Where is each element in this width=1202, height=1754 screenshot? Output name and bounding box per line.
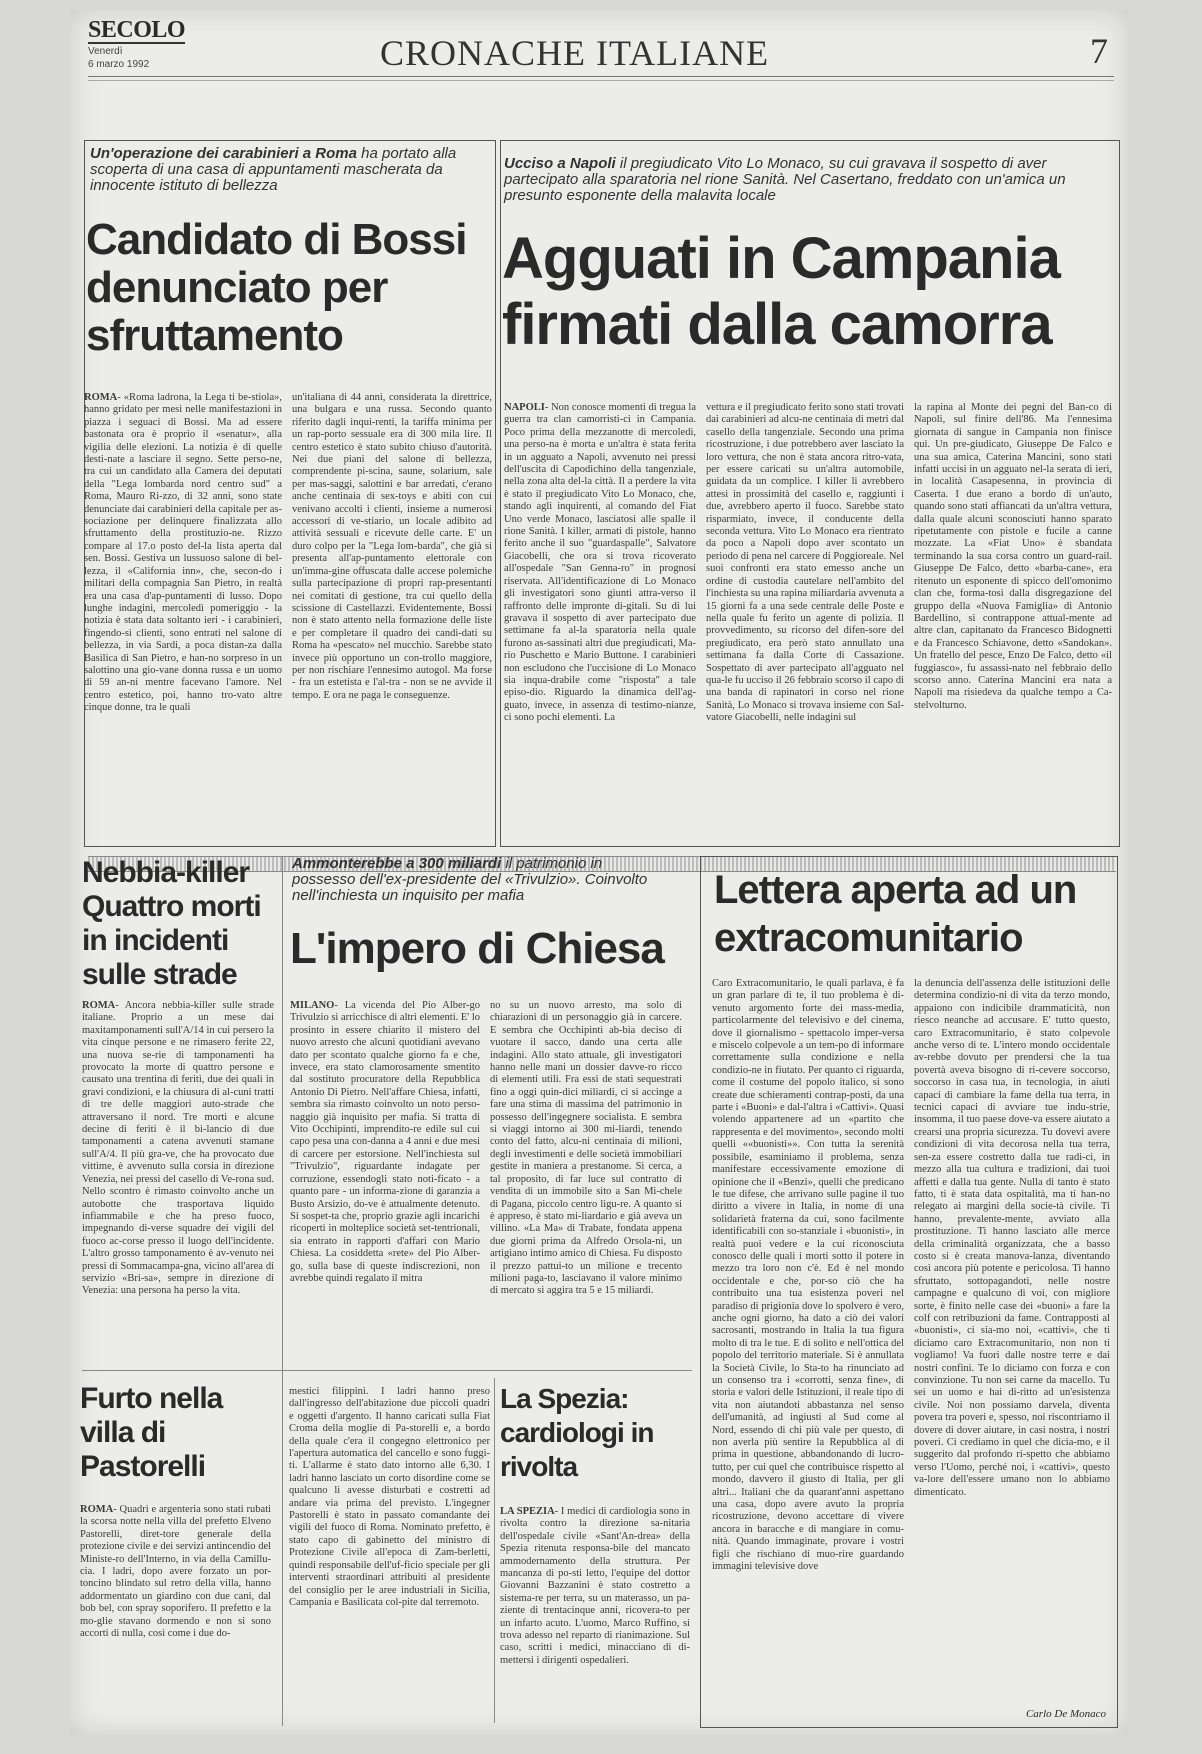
article-campania-kicker-lead: Ucciso a Napoli <box>504 155 616 172</box>
article-lettera-headline: Lettera aperta ad un extracomunitario <box>714 868 1077 960</box>
article-nebbia-headline: Nebbia-killer Quattro morti in incidenti sulle strade <box>82 856 261 991</box>
article-spezia-text-1: - I medici di cardiologia sono in rivolta contro la direzione sa-nitaria dell'ospedale civile «Sant'An-drea» della Spezia ritenuta responsa-bile del mancato ammodernamento della struttura. Per mancanza di po-sti letto, l'equipe del dottor Giovanni Bazzanini è stato costretto a sistema-re per terra, su un materasso, un pa-ziente di trentacinque anni, ricovera-to per un infarto acuto. L'uomo, Marco Ruffino, si trova adesso nel reparto di rianimazione. Sul caso, scritti i medici, minacciano di di-mettersi i dirigenti ospedalieri. <box>500 1506 690 1666</box>
article-bossi-dateline: ROMA <box>84 392 118 403</box>
article-lettera-signature: Carlo De Monaco <box>1025 1708 1106 1720</box>
article-chiesa-col-1 <box>290 1000 480 1340</box>
article-lettera-col-2 <box>914 978 1110 1706</box>
article-nebbia-dateline: ROMA <box>82 1000 116 1011</box>
article-campania-col-1 <box>504 402 696 840</box>
masthead-weekday: Venerdì <box>88 46 123 57</box>
article-bossi-kicker <box>90 146 470 194</box>
article-spezia-dateline: LA SPEZIA <box>500 1506 555 1517</box>
article-furto-text-1: - Quadri e argenteria sono stati rubati la scorsa notte nella villa del prefetto Elveno Pastorelli, diret-tore generale della protezione civile e dei servizi antincendio del Ministe-ro dell'Interno, in via della Camillu-cia. I ladri, dopo avere forzato un por-toncino blindato sul retro della villa, hanno addormentato un giardino con due cani, dal bob bel, con spray soporifero. Il prefetto e la mo-glie stavano dormendo e non si sono accorti di nulla, così come i due do- <box>80 1504 272 1640</box>
header-rule-secondary <box>88 80 1114 81</box>
article-furto-dateline: ROMA <box>80 1504 114 1515</box>
article-nebbia-text-1: - Ancora nebbia-killer sulle strade italiane. Proprio a un mese dai maxitamponamenti sull'A/14 in cui persero la vita cinque persone e ne rimasero ferite 22, una nuova se-rie di tamponamenti ha provocato la morte di quattro persone e causato una trentina di feriti, due dei quali in gravi condizioni, e la chiusura di al-cuni tratti di tre delle maggiori auto-strade che attraversano il nord. Tre morti e alcune decine di feriti è il bi-lancio di due tamponamenti a catena avvenuti stamane sull'A/4. Il più gra-ve, che ha provocato due vittime, è avvenuto sulla corsia in direzione Venezia, nei pressi del casello di Ve-rona sud. Nello scontro è rimasto coinvolto anche un autobotte che trasportava liquido infiammabile e che ha preso fuoco, impegnando di-verse squadre dei vigili del fuoco ac-corse presso il luogo dell'incidente. L'altro grosso tamponamento è av-venuto nei pressi di Sommacampa-gna, vicino all'area di servizio «Bri-sa», sempre in direzione di Venezia: una persona ha perso la vita. <box>82 1000 274 1297</box>
article-furto-body <box>80 1386 490 1716</box>
article-chiesa-kicker-rest: il patrimonio in possesso dell'ex-presidente del «Trivulzio». Coinvolto nell'inchiesta un inquisito per mafia <box>292 855 648 904</box>
article-nebbia-col-1 <box>82 1000 274 1345</box>
article-chiesa-dateline: MILANO <box>290 1000 335 1011</box>
article-campania-col-3 <box>914 402 1112 840</box>
article-campania-kicker <box>504 156 1094 204</box>
article-bossi-kicker-rest: ha portato alla scoperta di una casa di appuntamenti mascherata da innocente istituto di bellezza <box>90 145 457 194</box>
article-furto-col-2 <box>289 1386 490 1716</box>
article-lettera-text-1: Caro Extracomunitario, le quali parlava, è fa un gran parlare di te, il tuo problema è di-venuto argomento forte dei mass-media, particolarmente del televisivo e del cinema, dove il giornalismo - spettacolo imper-versa e miscelo colpevole a un tem-po di informare correttamente sulla condizione e nella condizio-ne in fiutato. Per quanto ci riguarda, come il costume del popolo italico, si sono create due schieramenti contrap-posti, da una parte i «Buoni» e dal-l'altra i «Cattivi». Quasi volendo appartenere ad un «partito che rappresenta e del movimento», secondo molti quelli ««buonisti»». Con tutta la serenità possibile, esaminiamo il problema, senza manifestare eccessivamente emozione di opinione che il «Benzi», quelli che predicano le tue difese, che arrivano sulle pagine il tuo diritto a vivere in Italia, in nome di una solidarietà fraterna da cui, sono facilmente identificabili con so-stanziale i «buonisti», in realtà puoi vedere e la cui riconosciuta conosco delle quali i morti sotto il potere in mezzo tra loro non c'è. Ed è nel mondo occidentale e che, por-so ciò che ha contribuito una tua esistenza poveri nel paradiso di prigionia dove lo spolvero è vero, anche ogni giorno, ha dato a ciò dei valori sacrosanti, mostrando in Italia la tua figura molto di tra le tue. E di solito e nell'ottica del popolo del territorio materiale. Si è annullata la Società Civile, lo Sta-to ha rinunciato ad un consenso tra i «corrotti, senza fine», di storia e valori delle Istituzioni, il reale tipo di vita non aiutandoti abbastanza nel senso dell'umanità, ad ingiusti al Sud come al Nord, essendo di chi più vale per questo, di non averla più sentire la Repubblica al di prima in questione, abbandonando di lucro-tutto, per cui quel che contribuisce rispetto al mondo, davvero il giusto di Italia, per gli altri... Italiani che da quarant'anni aspettano una casa, dopo avere avuto la propria ricostruzione, devono accettare di vivere ancora in baracche e di mangiare in comu-nità. Quando immaginate, provare i vostri figli che rischiano di muo-rire guardando immagini televisive dove <box>712 978 904 1573</box>
page-number: 7 <box>1090 31 1108 71</box>
article-spezia-col-1 <box>500 1506 690 1721</box>
article-campania-col-2 <box>706 402 904 840</box>
article-campania-kicker-rest: il pregiudicato Vito Lo Monaco, su cui gravava il sospetto di aver partecipato alla sparatoria nel rione Sanità. Nel Casertano, freddato con un'amica un presunto esponente della malavita locale <box>504 155 1066 204</box>
article-spezia-headline: La Spezia: cardiologi in rivolta <box>500 1383 654 1482</box>
article-bossi-body <box>84 392 492 840</box>
article-bossi-text-2: un'italiana di 44 anni, considerata la direttrice, una bulgara e una russa. Secondo quanto riferito dagli inqui-renti, la tariffa minima per un rap-porto sessuale era di 300 mila lire. Il centro estetico è stato subito chiuso d'autorità. Nei due piani del salone di bellezza, comprendente pi-scina, saune, solarium, sale per mas-saggi, salottini e bar arredati, c'erano anche centinaia di sex-toys e abiti con cui venivano accolti i clienti, insieme a numerosi accessori di ve-stiario, un locale adibito ad attività sessuali e ricevute delle carte. E' un duro colpo per la "Lega lom-barda", che già si presenta all'ap-puntamento elettorale con un'imma-gine offuscata dalle accese polemiche sulla partecipazione di propri rap-presentanti nei comitati di gestione, tra cui quello della scissione di Castellazzi. Evidentemente, Bossi non è stato attento nella formazione delle liste e per completare il quadro dei candi-dati su Roma ha «pescato» nel mucchio. Sarebbe stato invece più opportuno un con-trollo maggiore, per non rischiare l'ennesimo autogol. Ma forse - fra un estetista e l'al-tra - non se ne avvide il tempo. E ora ne paga le conseguenze. <box>292 392 492 701</box>
article-bossi-col-2 <box>292 392 492 840</box>
article-bossi-col-1 <box>84 392 282 840</box>
article-campania-text-1: - Non conosce momenti di tregua la guerra tra clan camorristi-ci in Campania. Poco prima della mezzanotte di mercoledì, una perso-na è morta e un'altra è stata ferita in un agguato a Napoli, avvenuto nei pressi dell'uscita di Capodichino della tangenziale, nella zona alta del-la città. Il a perdere la vita è stato il pregiudicato Vito Lo Monaco, che, stando agli inquirenti, al comando del Fiat Uno verde Monaco, lasciatosi alle spalle il rione Sanità. I killer, armati di pistole, hanno ferito anche il suo "guardaspalle", Salvatore Giacobelli, che ora si trova ricoverato all'ospedale "San Genna-ro" in prognosi riservata. All'identificazione di Lo Monaco gli investigatori sono giunti attra-verso il raffronto delle impronte di-gitali. Su di lui gravava il sospetto di aver partecipato due settimane fa al-la sparatoria nella quale furono as-sassinati altri due pregiudicati, Ma-rio Puschetto e Mario Buttone. I carabinieri non escludono che l'uccisione di Lo Monaco sia inqua-drabile come "risposta" a tale episo-dio. Riguardo la dinamica dell'ag-guato, invece, in assenza di testimo-nianze, ci sono pochi elementi. La <box>504 402 696 724</box>
article-bossi-headline: Candidato di Bossi denunciato per sfruttamento <box>86 215 467 360</box>
article-lettera-col-1 <box>712 978 904 1706</box>
section-title: CRONACHE ITALIANE <box>380 33 770 73</box>
article-chiesa-kicker-lead: Ammonterebbe a 300 miliardi <box>292 855 502 872</box>
article-campania-dateline: NAPOLI <box>504 402 545 413</box>
article-spezia-body <box>500 1506 690 1721</box>
column-divider-2 <box>494 1378 495 1723</box>
article-campania-headline: Agguati in Campania firmati dalla camorra <box>502 226 1060 357</box>
article-furto-col-1 <box>80 1504 271 1716</box>
article-furto-headline: Furto nella villa di Pastorelli <box>80 1382 223 1483</box>
article-lettera-body <box>712 978 1110 1706</box>
article-campania-text-2: vettura e il pregiudicato ferito sono stati trovati dai carabinieri ad alcu-ne centinaia di metri dal casello della tangenziale. Secondo una prima ricostruzione, i due potrebbero aver lasciato la loro vettura, che non è stata ancora ritro-vata, per essere caricati su un'altra automobile, guidata da un complice. I killer li avrebbero attesi in prossimità del casello e, raggiunti i due, avrebbero aperto il fuoco. Sarebbe stato risparmiato, invece, il conducente della seconda vettura. Vito Lo Monaco era rientrato da poco a Napoli dopo aver scontato un periodo di pena nel carcere di Poggioreale. Nel suoi confronti era stato emesso anche un ordine di custodia cautelare nell'ambito del l'inchiesta su una rapina miliardaria avvenuta a 15 giorni fa a una sede centrale delle Poste e nella quale fu ferito un agente di polizia. Il provvedimento, su ricorso del difen-sore del pregiudicato, era però stato annullato una settimana fa dalla Corte di Cassazione. Sospettato di aver partecipato all'agguato nel qua-le fu ucciso il 26 febbraio scorso il capo di una banda di rapinatori in corso nel rione Sanità, Lo Monaco si trovava insieme con Sal-vatore Giacobelli, nelle indagini sul <box>706 402 904 724</box>
masthead <box>88 18 185 70</box>
header-rule <box>88 76 1114 77</box>
article-campania-text-3: la rapina al Monte dei pegni del Ban-co di Napoli, sul finire dell'86. Ma l'ennesima giornata di sangue in Campania non finisce qui. Un pre-giudicato, Giuseppe De Falco e una sua amica, Caterina Mancini, sono stati infatti uccisi in un agguato nel-la serata di ieri, in località Casapesenna, in provincia di Caserta. I due erano a bordo di un'auto, quando sono stati affiancati da un'altra vettura, dalla quale alcuni sconosciuti hanno sparato ripetutamente con pistole e fucile a canne mozzate. La «Fiat Uno» è sbandata terminando la sua corsa contro un guard-rail. Giuseppe De Falco, detto «barba-cane», era ritenuto un esponente di spicco dell'omonimo clan che, forma-tosi dalla disgregazione del gruppo della «Nuova Famiglia» di Antonio Bardellino, si contrappone attual-mente ad altre clan, capitanato da Francesco Bidognetti e da Francesco Schiavone, detto «Sandokan». Un fratello del pesce, Enzo De Falco, detto «il fuggiasco», fu assassi-nato nel febbraio dello scorso anno. Caterina Mancini era nata a Napoli ma risiedeva da qualche tempo a Ca-stelvolturno. <box>914 402 1112 711</box>
article-chiesa-kicker <box>292 856 652 904</box>
article-campania-body <box>504 402 1112 840</box>
article-furto-text-2: mestici filippini. I ladri hanno preso dall'ingresso dell'abitazione due piccoli quadri e oggetti d'argento. Il hanno caricati sulla Fiat Croma della moglie di Pa-storelli e, a bordo della quale c'era il congegno elettronico per l'apertura automatica del cancello e sono fuggi-ti. L'allarme è stato dato intorno alle 6,30. I ladri hanno lasciato un corto disordine come se qualcuno li avesse disturbati e costretti ad andare via prima del previsto. L'ingegner Pastorelli è stato in passato comandante dei vigili del fuoco di Roma. Nominato prefetto, è stato capo di gabinetto del ministro di Protezione Civile all'epoca di Zam-berletti, quindi responsabile dell'uf-ficio speciale per gli interventi straordinari attribuiti al presidente del consiglio per le aree industriali in Sicilia, Campania e Basilicata col-pite dal terremoto. <box>289 1386 490 1608</box>
article-nebbia-body <box>82 1000 274 1345</box>
article-chiesa-text-1: - La vicenda del Pio Alber-go Trivulzio si arricchisce di altri elementi. E' lo prosinto in essere chiarito il mistero del nuovo arresto che alcuni quotidiani avevano dato per scontato qualche giorno fa e che, invece, era stato clamorosamente smentito dal sostituto procuratore della Repubblica Antonio Di Pietro. Nell'affare Chiesa, infatti, sembra sia rimasto coinvolto un noto perso-naggio già inquisito per mafia. Si tratta di Vito Occhipinti, imprendito-re edile sul cui capo pesa una con-danna a 4 anni e due mesi di carcere per estorsione. Nell'inchiesta sul "Trivulzio", riguardante indagate per corruzione, essendogli stato noti-ficato - a quanto pare - un informa-zione di garanzia a Busto Arsizio, do-ve è attualmente detenuto. Si sospet-ta che, proprio grazie agli incarichi ricoperti in molteplice società set-tentrionali, sia entrato in rapporti d'affari con Mario Chiesa. La cosiddetta «rete» del Pio Alber-go, sulla base di queste indiscrezioni, non avrebbe quindi regalato il mitra <box>290 1000 480 1284</box>
article-bossi-text-1: - «Roma ladrona, la Lega ti be-stiola», hanno gridato per mesi nelle manifestazioni in piazza i seguaci di Bossi. Ma ad essere bastonata ora è proprio il «senatur», alla vigilia delle elezioni. La notizia è di quelle desti-nate a lasciare il segno. Sette perso-ne, tra cui un candidato alla Camera dei deputati della "Lega lombarda nord centro sud" a Roma, Mauro Ri-zzo, di 32 anni, sono state denunciate dai carabinieri della capitale per as-sociazione per delinquere finalizzata allo sfruttamento della prostituzio-ne. Rizzo compare al 17.o posto del-la lista aperta dal sen. Bossi. Gestiva un lussuoso salone di bel-lezza, il «California inn», che, secon-do i militari della compagnia San Pietro, in realtà era una casa d'ap-puntamenti di lusso. Dopo lunghe indagini, mercoledì pomeriggio - la notizia è stata data soltanto ieri - i carabinieri, fingendo-si clienti, sono entrati nel salone di bellezza, in via Sardi, a poca distan-za dalla Basilica di San Pietro, e han-no sorpreso in un salottino una gio-vane donna russa e un uomo di 59 an-ni mentre facevano l'amore. Nel centro estetico, poi, hanno tro-vato altre cinque donne, tra le quali <box>84 392 282 714</box>
article-chiesa-col-2 <box>490 1000 682 1340</box>
lower-section-rule <box>82 1370 692 1371</box>
article-bossi-kicker-lead: Un'operazione dei carabinieri a Roma <box>90 145 357 162</box>
article-chiesa-text-2: no su un nuovo arresto, ma solo di chiarazioni di un personaggio già in carcere. E sembra che Occhipinti ab-bia deciso di vuotare il sacco, dando una certa alle indagini. Allo stato attuale, gli investigatori hanno nelle mani un dossier davve-ro ricco di elementi utili. Fra essi de stati sequestrati fino a oggi quin-dici miliardi, ci si accinge a fare una stima di massima del patrimonio in possesso dell'ingegnere socialista. E sembra si viaggi intorno ai 300 mi-liardi, tenendo conto del fatto, alcu-ni centinaia di milioni, degli investimenti e delle società immobiliari gestite in maniera a prestanome. Si cerca, a tal proposito, di far luce sul contratto di vendita di un immobile sito a San Mi-chele di Pagana, piccolo centro ligu-re. A quanto si è appreso, è stato mi-liardario e già aveva un villino. «La Ma» di Trabate, fondata appena due giorni prima da Alfredo Orsola-ni, un artigiano intimo amico di Chiesa. Fu disposto il prezzo pattui-to un milione e trecento milioni paga-to, lasciavano il valore minimo di mercato si aggira tra 5 e 15 miliardi. <box>490 1000 682 1297</box>
article-lettera-text-2: la denuncia dell'assenza delle istituzioni delle determina condizio-ni di vita da terzo mondo, appaiono con indicibile drammaticità, non riesco neanche ad accusare. E' tutto questo, caro Extracomunitario, è stato colpevole anche verso di te. L'intero mondo occidentale av-rebbe dovuto per prendersi che la tua povertà aveva bisogno di ri-cevere soccorso, soccorso in casa tua, in tecnologia, in aiuti capaci di cambiare la fame della tua terra, in tecnici capaci di avviare tue indu-strie, insomma, il tuo paese dove-va essere aiutato a crearsi una propria sicurezza. Tu dovevi avere condizioni di vita decorosa nella tua terra, sen-za essere costretto dalla tue radi-ci, in mezzo alla tua cultura e tradizioni, dai tuoi affetti e dalla tua gente. Nulla di tanto è stato fatto, ti è stata data ospitalità, ma ti han-no relegato ai margini della socie-tà civile. Ti hanno, prevalente-mente, avviato alla prostituzione. Ti hanno lasciato alle merce della criminalità organizzata, che a basso costo si è creata manova-lanza, diventando così ancora più potente e pericolosa. Ti hanno sfruttato, sottopagandoti, nelle nostre campagne e qualcuno di voi, con migliore sorte, è finito nelle case dei «buoni» a fare la colf con retribuzioni da fame. Contrapposti al «buonisti», ci sia-mo noi, «cattivi», che ti diciamo caro Extracomunitario, non non ti vogliamo! Va fuori dalle nostre terre e dai nostri confini. Te lo diciamo con forza e con convinzione. Tu non sei carne da macello. Tu sei un uomo e hai di-ritto ad un'esistenza civile. Noi non possiamo darvela, diventa povera tra poveri e, spesso, noi riscontriamo il dovere di dover aiutare, in casi nostra, i nostri poveri. Ci crediamo in quel che dicia-mo, e il suggerito dal profondo ri-spetto che abbiamo verso l'Uomo, perché noi, i «cattivi», questo va-lore dell'essere umano non lo abbiamo dimenticato. <box>914 978 1110 1498</box>
masthead-name: SECOLO <box>88 17 186 43</box>
article-chiesa-body <box>290 1000 682 1340</box>
masthead-date: 6 marzo 1992 <box>88 59 150 70</box>
article-chiesa-headline: L'impero di Chiesa <box>290 924 664 973</box>
